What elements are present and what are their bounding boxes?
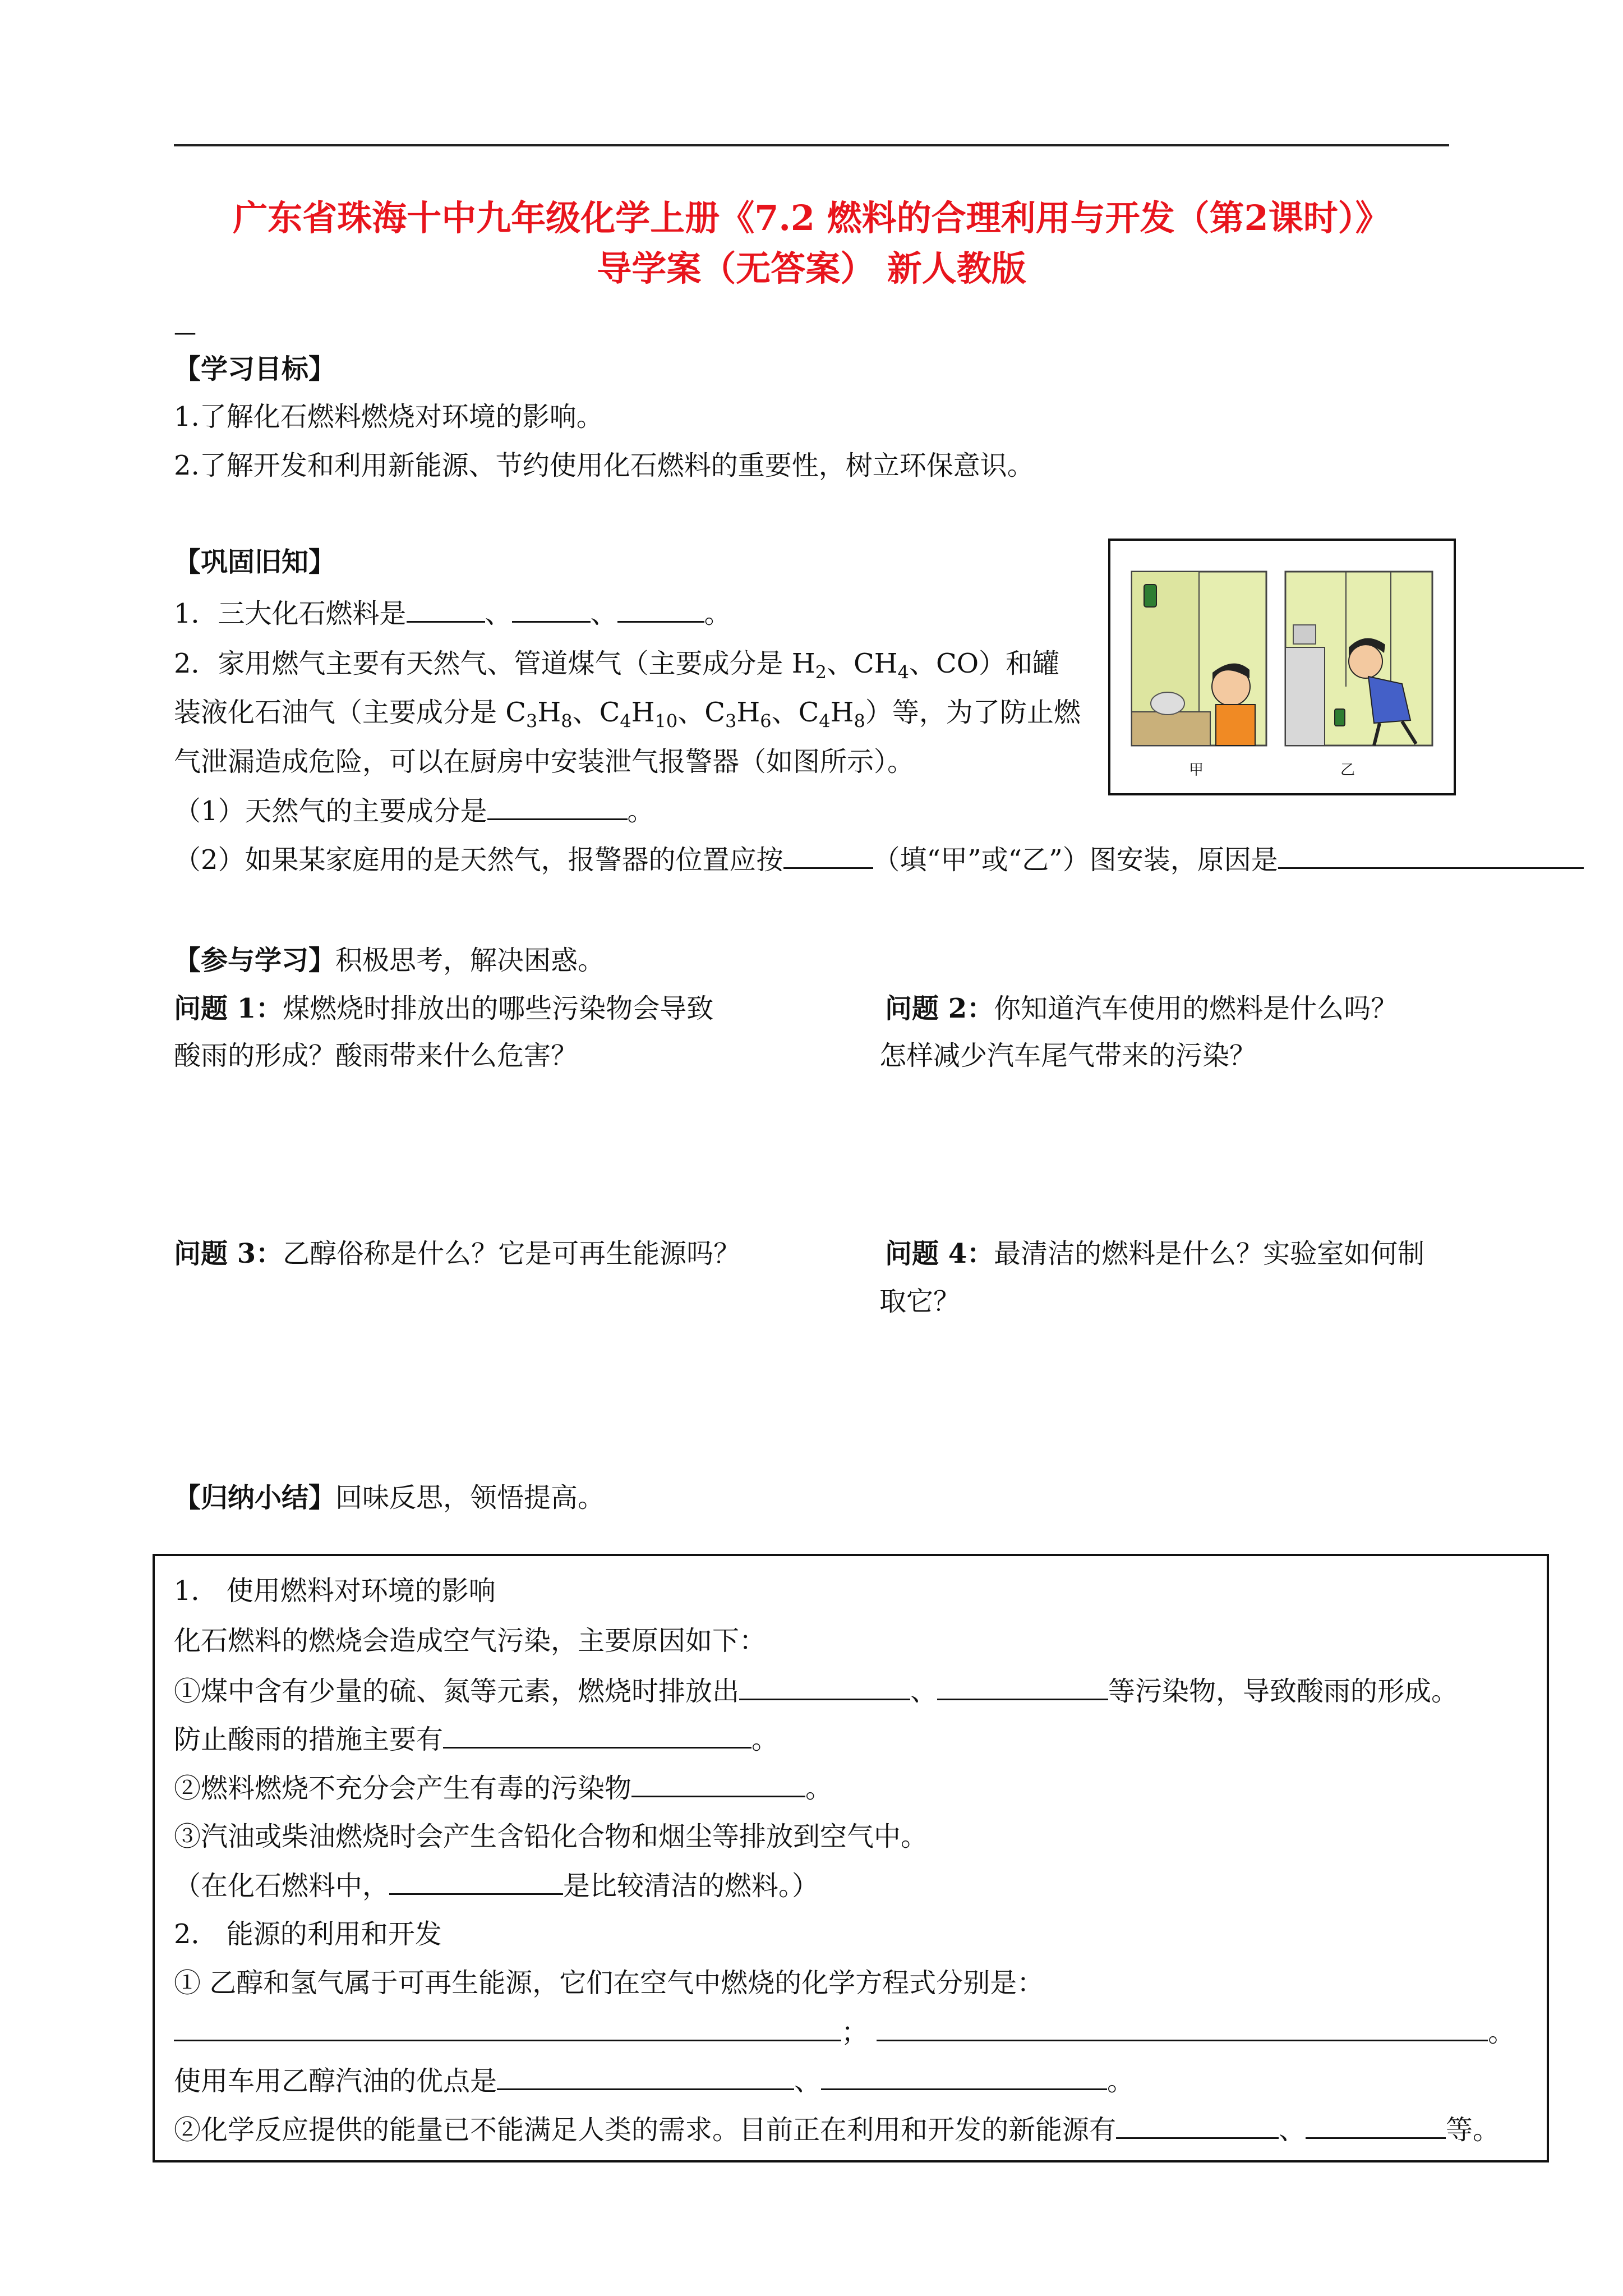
answer-blank[interactable]: [512, 596, 591, 623]
answer-blank[interactable]: [937, 1674, 1108, 1700]
answer-blank[interactable]: [1278, 843, 1584, 869]
summary-s1-c: ②燃料燃烧不充分会产生有毒的污染物 。: [174, 1771, 832, 1805]
review-q1: 1．三大化石燃料是 、 、 。: [174, 596, 731, 631]
participate-heading: 【参与学习】积极思考，解决困惑。: [174, 945, 605, 976]
summary-s2-c: 使用车用乙醇汽油的优点是 、 。: [174, 2064, 1134, 2098]
review-q2-2: （2）如果某家庭用的是天然气，报警器的位置应按 （填“甲”或“乙”）图安装，原因是: [174, 843, 1584, 877]
answer-blank[interactable]: [821, 2064, 1107, 2090]
figure-label-yi: 乙: [1340, 762, 1355, 779]
summary-s2-d: ②化学反应提供的能量已不能满足人类的需求。目前正在利用和开发的新能源有 、 等。: [174, 2113, 1500, 2147]
answer-blank[interactable]: [783, 843, 873, 869]
question-2: 问题 2：你知道汽车使用的燃料是什么吗？: [885, 993, 1398, 1024]
question-1: 问题 1：煤燃烧时排放出的哪些污染物会导致: [174, 993, 714, 1024]
equation-blank[interactable]: [877, 2015, 1488, 2041]
summary-s2-b: ； 。: [174, 2015, 1515, 2049]
review-q2-line3: 气泄漏造成危险，可以在厨房中安装泄气报警器（如图所示）。: [174, 746, 915, 777]
summary-heading: 【归纳小结】回味反思，领悟提高。: [174, 1482, 605, 1513]
question-4-cont: 取它？: [879, 1286, 961, 1317]
summary-s1-b: 防止酸雨的措施主要有 。: [174, 1722, 778, 1756]
review-heading: 【巩固旧知】: [174, 546, 336, 578]
summary-s1-d: ③汽油或柴油燃烧时会产生含铅化合物和烟尘等排放到空气中。: [174, 1821, 928, 1852]
summary-s1: 1． 使用燃料对环境的影响: [174, 1575, 496, 1607]
objective-item-1: 1.了解化石燃料燃烧对环境的影响。: [174, 401, 603, 432]
question-2-cont: 怎样减少汽车尾气带来的污染？: [879, 1040, 1257, 1071]
figure-label-jia: 甲: [1189, 762, 1204, 779]
question-3: 问题 3：乙醇俗称是什么？它是可再生能源吗？: [174, 1238, 741, 1269]
summary-s2-a: ① 乙醇和氢气属于可再生能源，它们在空气中燃烧的化学方程式分别是：: [174, 1967, 1044, 1999]
answer-blank[interactable]: [1306, 2113, 1446, 2139]
summary-s1-intro: 化石燃料的燃烧会造成空气污染，主要原因如下：: [174, 1625, 767, 1657]
summary-s1-e: （在化石燃料中， 是比较清洁的燃料。）: [174, 1869, 819, 1903]
dash-mark: —: [174, 320, 196, 346]
answer-blank[interactable]: [497, 2064, 794, 2090]
objective-item-2: 2.了解开发和利用新能源、节约使用化石燃料的重要性，树立环保意识。: [174, 450, 1034, 481]
answer-blank[interactable]: [407, 596, 485, 623]
answer-blank[interactable]: [1116, 2113, 1279, 2139]
question-1-cont: 酸雨的形成？酸雨带来什么危害？: [174, 1040, 578, 1071]
gas-alarm-figure: [1108, 539, 1456, 795]
answer-blank[interactable]: [443, 1722, 751, 1749]
answer-blank[interactable]: [487, 794, 628, 820]
review-q2-line2: 装液化石油气（主要成分是 $C_3H_8$、$C_4H_{10}$、$C_3H_6$、$C_4H_8$）等，为了防止燃: [174, 697, 1081, 732]
objectives-heading: 【学习目标】: [174, 353, 336, 385]
equation-blank[interactable]: [174, 2015, 841, 2041]
kitchen-illustration: [1110, 541, 1454, 793]
summary-s2: 2． 能源的利用和开发: [174, 1918, 442, 1950]
answer-blank[interactable]: [389, 1869, 563, 1895]
header-rule: [174, 144, 1449, 146]
review-q2-1: （1）天然气的主要成分是 。: [174, 794, 654, 828]
answer-blank[interactable]: [617, 596, 704, 623]
summary-s1-a: ①煤中含有少量的硫、氮等元素，燃烧时排放出 、 等污染物，导致酸雨的形成。: [174, 1674, 1458, 1708]
page-title-line1: 广东省珠海十中九年级化学上册《7.2 燃料的合理利用与开发（第2课时）》: [233, 197, 1390, 238]
answer-blank[interactable]: [739, 1674, 910, 1700]
question-4: 问题 4：最清洁的燃料是什么？实验室如何制: [885, 1238, 1425, 1269]
review-q2-line1: 2．家用燃气主要有天然气、管道煤气（主要成分是 $H_2$、$CH_4$、CO）和罐: [174, 648, 1060, 683]
answer-blank[interactable]: [631, 1771, 805, 1797]
page-title-line2: 导学案（无答案） 新人教版: [597, 248, 1026, 289]
